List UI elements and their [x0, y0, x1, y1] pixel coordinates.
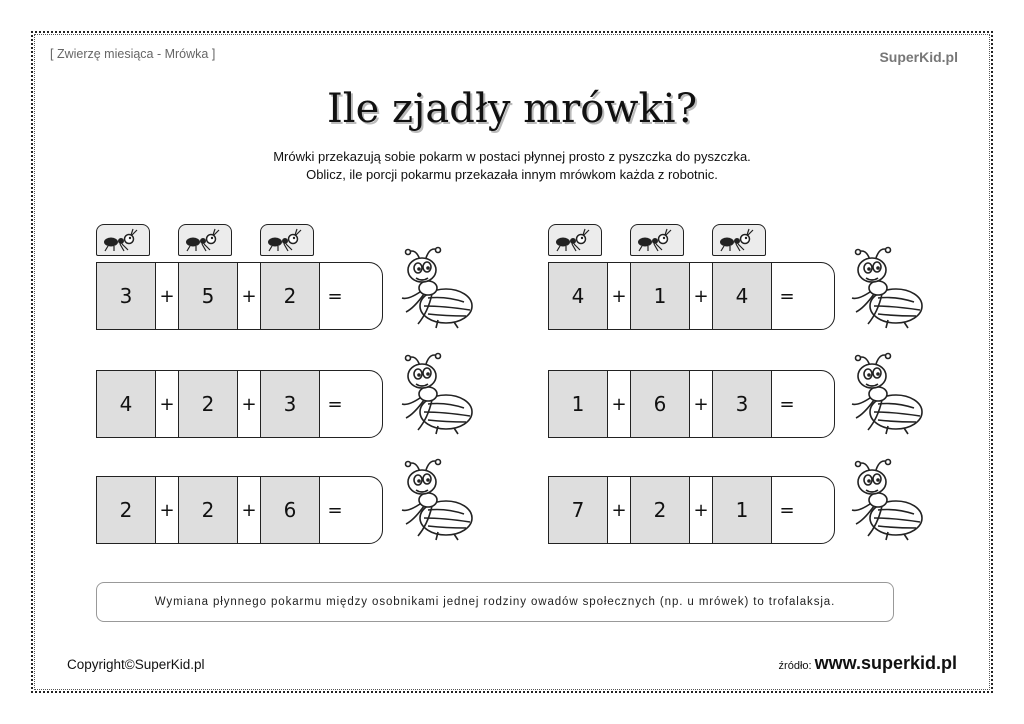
addend-1: 3 [96, 262, 156, 330]
equals-sign: = [779, 499, 795, 521]
source-label: źródło: [778, 660, 812, 672]
plus-sign: + [690, 370, 712, 438]
plus-sign: + [156, 262, 178, 330]
plus-sign: + [156, 476, 178, 544]
section-tag: [ Zwierzę miesiąca - Mrówka ] [50, 47, 216, 61]
addend-1: 4 [548, 262, 608, 330]
page-title: Ile zjadły mrówki? [326, 86, 698, 132]
equals-sign: = [327, 393, 343, 415]
addend-2: 2 [630, 476, 690, 544]
equals-sign: = [779, 285, 795, 307]
ant-icon [630, 224, 684, 256]
ant-illustration-icon [398, 246, 486, 330]
ant-icon [548, 224, 602, 256]
addend-3: 2 [260, 262, 320, 330]
equation-row-6 [548, 476, 835, 544]
addend-3: 6 [260, 476, 320, 544]
brand-logo[interactable]: SuperKid.pl [879, 49, 958, 65]
plus-sign: + [156, 370, 178, 438]
equals-sign: = [327, 285, 343, 307]
plus-sign: + [238, 370, 260, 438]
ant-icon [712, 224, 766, 256]
fact-text: Wymiana płynnego pokarmu między osobnikami jednej rodziny owadów społecznych (np. u mrówek) to trofalaksja. [154, 596, 836, 608]
ant-illustration-icon [848, 458, 936, 542]
equation-row-3 [96, 370, 383, 438]
addend-2: 2 [178, 370, 238, 438]
column-header-icons-right [548, 224, 833, 258]
column-header-icons-left [96, 224, 381, 258]
addend-1: 7 [548, 476, 608, 544]
addend-3: 4 [712, 262, 772, 330]
addend-2: 6 [630, 370, 690, 438]
equation-row-1 [96, 262, 383, 330]
ant-icon [96, 224, 150, 256]
plus-sign: + [608, 262, 630, 330]
addend-2: 1 [630, 262, 690, 330]
instruction-line-2: Oblicz, ile porcji pokarmu przekazała innym mrówkom każda z robotnic. [306, 167, 718, 182]
plus-sign: + [238, 476, 260, 544]
addend-2: 5 [178, 262, 238, 330]
ant-illustration-icon [398, 458, 486, 542]
plus-sign: + [690, 262, 712, 330]
equation-row-2 [548, 262, 835, 330]
addend-3: 1 [712, 476, 772, 544]
equals-sign: = [779, 393, 795, 415]
ant-icon [178, 224, 232, 256]
plus-sign: + [238, 262, 260, 330]
source-link[interactable]: www.superkid.pl [814, 653, 957, 673]
fact-box [96, 582, 894, 622]
addend-1: 2 [96, 476, 156, 544]
addend-3: 3 [712, 370, 772, 438]
ant-illustration-icon [848, 246, 936, 330]
plus-sign: + [608, 370, 630, 438]
addend-3: 3 [260, 370, 320, 438]
instruction-line-1: Mrówki przekazują sobie pokarm w postaci płynnej prosto z pyszczka do pyszczka. [273, 149, 751, 164]
plus-sign: + [608, 476, 630, 544]
addend-1: 1 [548, 370, 608, 438]
ant-icon [260, 224, 314, 256]
addend-2: 2 [178, 476, 238, 544]
equation-row-5 [96, 476, 383, 544]
ant-illustration-icon [398, 352, 486, 436]
equation-row-4 [548, 370, 835, 438]
source [779, 653, 957, 674]
addend-1: 4 [96, 370, 156, 438]
plus-sign: + [690, 476, 712, 544]
copyright: Copyright©SuperKid.pl [67, 657, 205, 672]
ant-illustration-icon [848, 352, 936, 436]
equals-sign: = [327, 499, 343, 521]
